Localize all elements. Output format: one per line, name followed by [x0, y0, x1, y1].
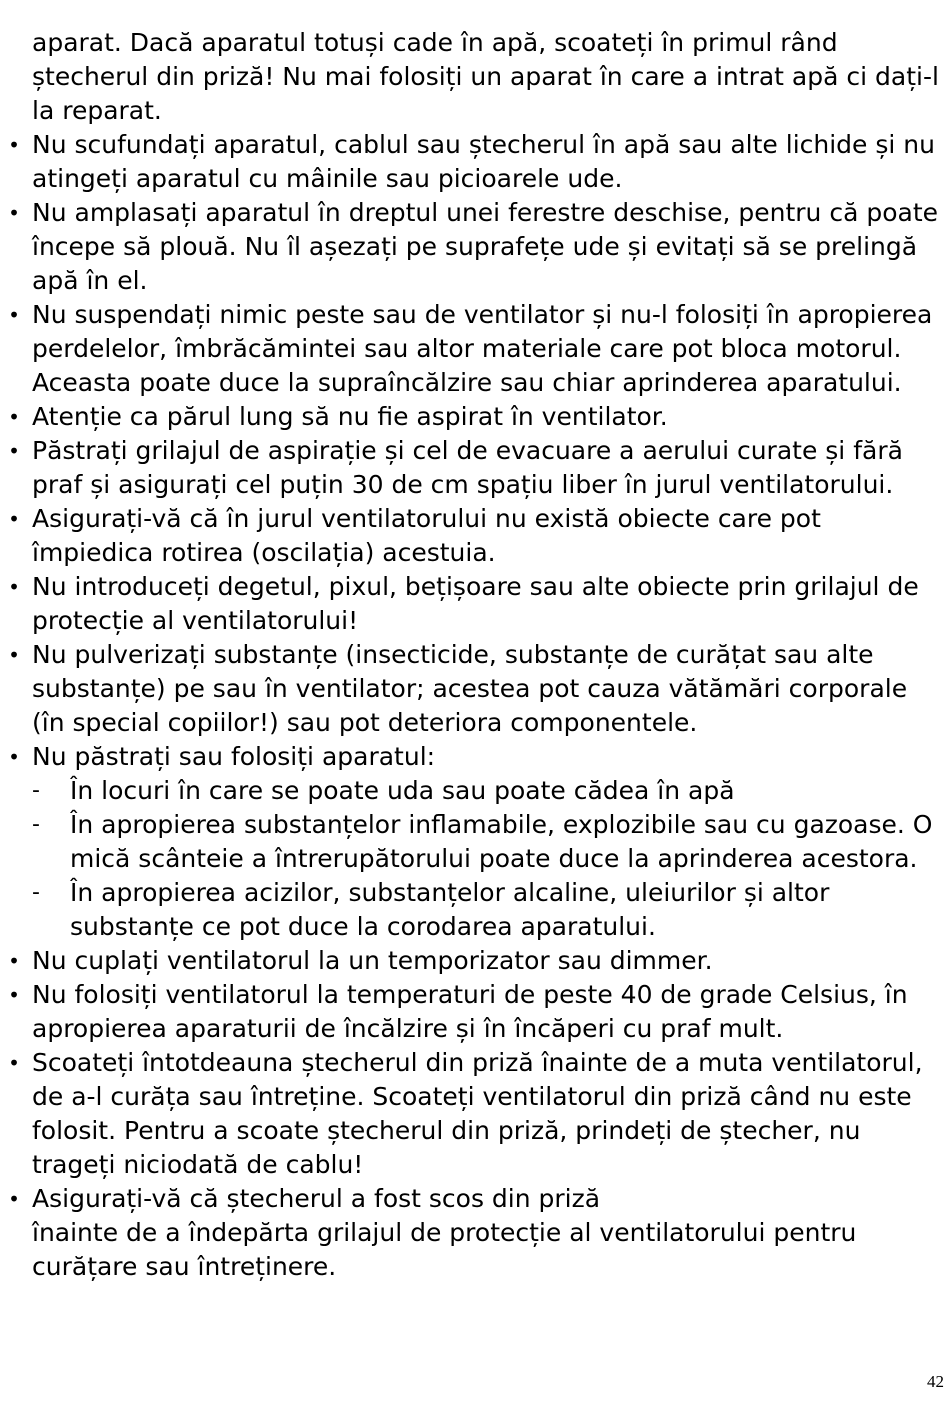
- sub-list-item-text: În apropierea acizilor, substanțelor alcaline, uleiurilor și altor substanțe ce pot duce la corodarea aparatului.: [70, 878, 830, 941]
- list-item-text: Nu introduceți degetul, pixul, bețișoare sau alte obiecte prin grilajul de protecție al ventilatorului!: [32, 572, 919, 635]
- list-item-text: Asigurați-vă că ștecherul a fost scos din priză: [32, 1184, 601, 1213]
- list-item: [8, 502, 942, 570]
- list-item-text: Nu folosiți ventilatorul la temperaturi de peste 40 de grade Celsius, în apropierea aparaturii de încălzire și în încăperi cu praf mult.: [32, 980, 908, 1043]
- document-body: [8, 26, 942, 1284]
- sub-list-item-text: În locuri în care se poate uda sau poate cădea în apă: [70, 776, 735, 805]
- bullet-icon: •: [8, 949, 20, 973]
- bullet-icon: •: [8, 303, 20, 327]
- bullet-icon: •: [8, 983, 20, 1007]
- list-item-text: Asigurați-vă că în jurul ventilatorului nu există obiecte care pot împiedica rotirea (oscilația) acestuia.: [32, 504, 821, 567]
- list-item-text: Nu suspendați nimic peste sau de ventilator și nu-l folosiți în apropierea perdelelor, îmbrăcămintei sau altor materiale care pot bloca motorul. Aceasta poate duce la supraîncălzire sau chiar aprinderea aparatului.: [32, 300, 933, 397]
- bullet-icon: •: [8, 1187, 20, 1211]
- bullet-icon: •: [8, 507, 20, 531]
- dash-marker: -: [32, 880, 40, 905]
- list-item: [8, 944, 942, 978]
- list-item: [8, 298, 942, 400]
- list-item-text: Păstrați grilajul de aspirație și cel de evacuare a aerului curate și fără praf și asigurați cel puțin 30 de cm spațiu liber în jurul ventilatorului.: [32, 436, 903, 499]
- list-item: [8, 1046, 942, 1182]
- bullet-icon: •: [8, 439, 20, 463]
- bullet-icon: •: [8, 745, 20, 769]
- sub-list-item: [32, 774, 942, 808]
- lead-paragraph: aparat. Dacă aparatul totuși cade în apă, scoateți în primul rând ștecherul din priză! Nu mai folosiți un aparat în care a intrat apă ci dați-l la reparat.: [32, 28, 939, 125]
- bullet-icon: •: [8, 1051, 20, 1075]
- bullet-icon: •: [8, 201, 20, 225]
- list-item-text: Nu păstrați sau folosiți aparatul:: [32, 742, 436, 771]
- list-item-text: Nu scufundați aparatul, cablul sau ștecherul în apă sau alte lichide și nu atingeți aparatul cu mâinile sau picioarele ude.: [32, 130, 935, 193]
- bullet-icon: •: [8, 405, 20, 429]
- sub-list-item: [32, 876, 942, 944]
- dash-marker: -: [32, 812, 40, 837]
- page-number: 42: [927, 1372, 944, 1391]
- sub-list: [32, 774, 942, 944]
- list-item-text: Scoateți întotdeauna ștecherul din priză înainte de a muta ventilatorul, de a-l curăța sau întreține. Scoateți ventilatorul din priză când nu este folosit. Pentru a scoate ștecherul din priză, prindeți de ștecher, nu trageți niciodată de cablu!: [32, 1048, 923, 1179]
- list-item: [8, 128, 942, 196]
- sub-list-item-text: În apropierea substanțelor inflamabile, explozibile sau cu gazoase. O mică scânteie a întrerupătorului poate duce la aprinderea acestora.: [70, 810, 933, 873]
- list-item-text: Atenție ca părul lung să nu fie aspirat în ventilator.: [32, 402, 668, 431]
- list-item: [8, 196, 942, 298]
- list-item: [8, 978, 942, 1046]
- bullet-icon: •: [8, 133, 20, 157]
- list-item-text: Nu cuplați ventilatorul la un temporizator sau dimmer.: [32, 946, 713, 975]
- bullet-icon: •: [8, 575, 20, 599]
- list-item: [8, 1182, 942, 1284]
- list-item: [8, 570, 942, 638]
- list-item: [8, 638, 942, 740]
- list-item: [8, 400, 942, 434]
- bullet-icon: •: [8, 643, 20, 667]
- list-item-text: Nu amplasați aparatul în dreptul unei ferestre deschise, pentru că poate începe să plouă. Nu îl așezați pe suprafețe ude și evitați să se prelingă apă în el.: [32, 198, 939, 295]
- list-item-text: Nu pulverizați substanțe (insecticide, substanțe de curățat sau alte substanțe) pe sau în ventilator; acestea pot cauza vătămări corporale (în special copiilor!) sau pot deteriora componentele.: [32, 640, 908, 737]
- list-item-continuation: înainte de a îndepărta grilajul de protecție al ventilatorului pentru curățare sau întreținere.: [32, 1218, 857, 1281]
- sub-list-item: [32, 808, 942, 876]
- list-item: [8, 434, 942, 502]
- safety-instructions-list: [8, 128, 942, 1284]
- list-item: [8, 740, 942, 944]
- dash-marker: -: [32, 778, 40, 803]
